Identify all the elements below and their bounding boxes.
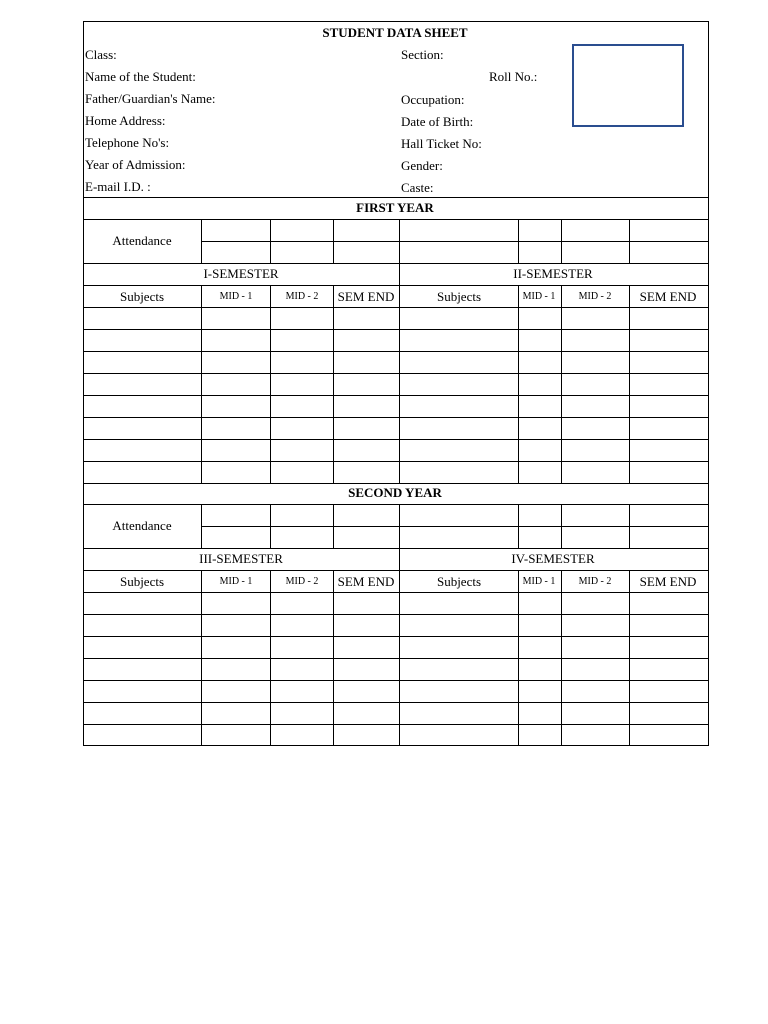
grid-hline bbox=[83, 351, 709, 352]
sem4-mid1-header: MID - 1 bbox=[522, 576, 556, 587]
grid-hline bbox=[83, 439, 709, 440]
grid-hline bbox=[83, 197, 709, 198]
grid-hline bbox=[83, 702, 709, 703]
grid-vline bbox=[201, 219, 202, 264]
field-class: Class: bbox=[85, 47, 117, 62]
grid-vline bbox=[333, 504, 334, 549]
grid-hline bbox=[83, 285, 709, 286]
grid-vline bbox=[201, 285, 202, 484]
sem3-semend-header: SEM END bbox=[337, 574, 395, 589]
grid-hline bbox=[83, 21, 709, 22]
field-student-name: Name of the Student: bbox=[85, 69, 196, 84]
grid-hline bbox=[83, 483, 709, 484]
grid-hline bbox=[201, 526, 709, 527]
field-gender: Gender: bbox=[401, 158, 443, 173]
semester-3-label: III-SEMESTER bbox=[199, 551, 283, 566]
sem1-mid1-header: MID - 1 bbox=[219, 291, 253, 302]
grid-hline bbox=[83, 373, 709, 374]
grid-vline bbox=[333, 219, 334, 264]
grid-vline bbox=[518, 285, 519, 484]
second-year-title: SECOND YEAR bbox=[348, 485, 442, 500]
field-year-of-admission: Year of Admission: bbox=[85, 157, 186, 172]
grid-vline bbox=[201, 570, 202, 746]
grid-hline bbox=[201, 241, 709, 242]
second-year-attendance: Attendance bbox=[112, 518, 172, 533]
grid-hline bbox=[83, 329, 709, 330]
sem3-mid1-header: MID - 1 bbox=[219, 576, 253, 587]
student-data-sheet bbox=[83, 21, 708, 746]
first-year-title: FIRST YEAR bbox=[356, 200, 434, 215]
grid-hline bbox=[83, 680, 709, 681]
grid-vline bbox=[518, 504, 519, 549]
grid-vline bbox=[629, 219, 630, 264]
semester-2-label: II-SEMESTER bbox=[513, 266, 593, 281]
field-occupation: Occupation: bbox=[401, 92, 465, 107]
field-guardian-name: Father/Guardian's Name: bbox=[85, 91, 216, 106]
field-section: Section: bbox=[401, 47, 444, 62]
field-caste: Caste: bbox=[401, 180, 434, 195]
field-email: E-mail I.D. : bbox=[85, 179, 151, 194]
grid-vline bbox=[561, 219, 562, 264]
grid-vline bbox=[629, 504, 630, 549]
sem4-subjects-header: Subjects bbox=[436, 574, 482, 589]
grid-vline bbox=[270, 219, 271, 264]
grid-vline bbox=[518, 219, 519, 264]
field-date-of-birth: Date of Birth: bbox=[401, 114, 474, 129]
field-roll-no: Roll No.: bbox=[489, 69, 538, 84]
grid-hline bbox=[83, 219, 709, 220]
grid-vline bbox=[561, 285, 562, 484]
grid-hline bbox=[83, 504, 709, 505]
sem1-semend-header: SEM END bbox=[337, 289, 395, 304]
grid-vline bbox=[399, 285, 400, 484]
sem1-mid2-header: MID - 2 bbox=[285, 291, 319, 302]
grid-vline bbox=[333, 570, 334, 746]
grid-hline bbox=[83, 636, 709, 637]
grid-hline bbox=[83, 570, 709, 571]
sem3-subjects-header: Subjects bbox=[119, 574, 165, 589]
sem4-semend-header: SEM END bbox=[639, 574, 697, 589]
grid-vline bbox=[399, 504, 400, 549]
sem2-mid2-header: MID - 2 bbox=[578, 291, 612, 302]
grid-vline bbox=[561, 570, 562, 746]
grid-vline bbox=[270, 285, 271, 484]
grid-hline bbox=[83, 461, 709, 462]
sem4-mid2-header: MID - 2 bbox=[578, 576, 612, 587]
grid-hline bbox=[83, 395, 709, 396]
grid-vline bbox=[201, 504, 202, 549]
sem2-mid1-header: MID - 1 bbox=[522, 291, 556, 302]
grid-vline bbox=[399, 570, 400, 746]
grid-hline bbox=[83, 724, 709, 725]
grid-vline bbox=[518, 570, 519, 746]
field-hall-ticket: Hall Ticket No: bbox=[401, 136, 482, 151]
grid-vline bbox=[629, 285, 630, 484]
sem3-mid2-header: MID - 2 bbox=[285, 576, 319, 587]
semester-4-label: IV-SEMESTER bbox=[511, 551, 595, 566]
grid-hline bbox=[83, 307, 709, 308]
sheet-title: STUDENT DATA SHEET bbox=[322, 25, 468, 40]
grid-hline bbox=[83, 417, 709, 418]
grid-hline bbox=[83, 263, 709, 264]
semester-1-label: I-SEMESTER bbox=[203, 266, 279, 281]
photo-box bbox=[572, 44, 684, 127]
grid-hline bbox=[83, 548, 709, 549]
first-year-attendance: Attendance bbox=[112, 233, 172, 248]
grid-vline bbox=[708, 21, 709, 746]
grid-hline bbox=[83, 592, 709, 593]
field-home-address: Home Address: bbox=[85, 113, 166, 128]
grid-vline bbox=[561, 504, 562, 549]
sem2-semend-header: SEM END bbox=[639, 289, 697, 304]
grid-vline bbox=[270, 570, 271, 746]
sem2-subjects-header: Subjects bbox=[436, 289, 482, 304]
grid-hline bbox=[83, 745, 709, 746]
grid-hline bbox=[83, 658, 709, 659]
grid-hline bbox=[83, 614, 709, 615]
grid-vline bbox=[270, 504, 271, 549]
grid-vline bbox=[629, 570, 630, 746]
field-telephone: Telephone No's: bbox=[85, 135, 170, 150]
grid-vline bbox=[333, 285, 334, 484]
grid-vline bbox=[399, 219, 400, 264]
sem1-subjects-header: Subjects bbox=[119, 289, 165, 304]
grid-vline bbox=[83, 21, 84, 746]
